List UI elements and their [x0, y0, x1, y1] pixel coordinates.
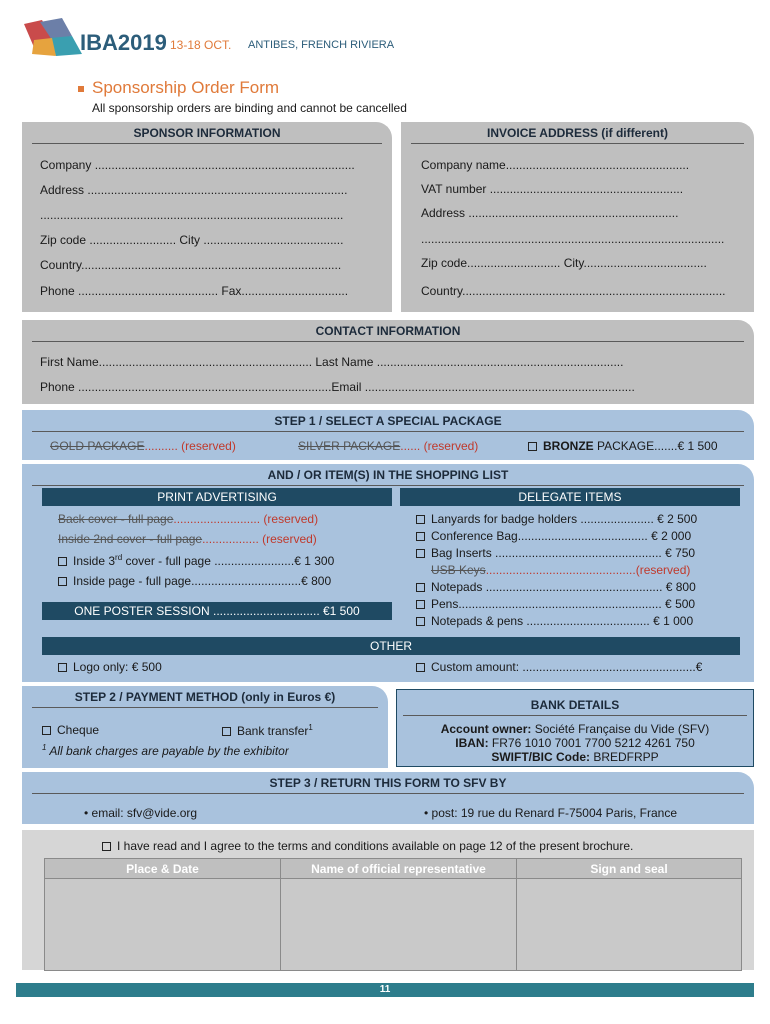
- bank-owner-label: Account owner:: [440, 722, 532, 736]
- contact-panel: [22, 320, 754, 404]
- notepads-pens-label: Notepads & pens ..................................... € 1 000: [431, 614, 694, 628]
- bank-charges-sup: 1: [42, 743, 47, 752]
- notepads-checkbox[interactable]: [416, 583, 425, 592]
- event-dates: 13-18 OCT.: [170, 38, 232, 52]
- bank-charges-note: [42, 743, 289, 758]
- step1-heading: STEP 1 / SELECT A SPECIAL PACKAGE: [32, 414, 744, 432]
- back-cover-item: [58, 512, 318, 526]
- sponsor-panel: [22, 122, 392, 312]
- step3-panel: [22, 772, 754, 824]
- inside3-sup: rd: [115, 553, 123, 562]
- step2-heading: STEP 2 / PAYMENT METHOD (only in Euros €): [32, 690, 378, 708]
- bag-inserts-checkbox[interactable]: [416, 549, 425, 558]
- agreement-panel: [22, 830, 754, 970]
- representative-header: Name of official representative: [281, 859, 517, 879]
- invoice-company-field[interactable]: Company name.......................................................: [421, 158, 690, 172]
- cheque-label: Cheque: [57, 723, 100, 737]
- usb-keys-label: USB Keys: [431, 563, 486, 577]
- gold-package-option: [50, 439, 236, 453]
- conference-bag-label: Conference Bag....................................... € 2 000: [431, 529, 692, 543]
- sponsor-address-field[interactable]: Address ..............................................................................: [40, 183, 348, 197]
- sponsor-address2-field[interactable]: ...........................................................................................: [40, 208, 344, 222]
- event-location: ANTIBES, FRENCH RIVIERA: [248, 39, 395, 51]
- bank-transfer-sup: 1: [308, 723, 313, 732]
- bank-transfer-option[interactable]: [222, 723, 313, 738]
- delegate-items-bar: DELEGATE ITEMS: [400, 488, 740, 506]
- invoice-vat-field[interactable]: VAT number ..........................................................: [421, 182, 684, 196]
- sign-seal-header: Sign and seal: [517, 859, 742, 879]
- bank-iban-value: FR76 1010 7001 7700 5212 4261 750: [488, 736, 695, 750]
- terms-checkbox[interactable]: [102, 842, 111, 851]
- bronze-label: BRONZE: [543, 439, 594, 453]
- bank-owner: [397, 722, 753, 736]
- lanyards-item[interactable]: [416, 512, 697, 526]
- silver-package-status: ...... (reserved): [400, 439, 479, 453]
- cheque-checkbox[interactable]: [42, 726, 51, 735]
- usb-keys-item: [431, 563, 690, 577]
- title-bullet: [78, 86, 84, 92]
- page-number: 11: [379, 984, 391, 995]
- sponsor-zip-city-field[interactable]: Zip code .......................... City ..........................................: [40, 233, 344, 247]
- bank-charges-text: All bank charges are payable by the exhibitor: [49, 744, 289, 758]
- conference-bag-item[interactable]: [416, 529, 691, 543]
- bank-heading: BANK DETAILS: [403, 698, 747, 716]
- invoice-panel: [401, 122, 754, 312]
- bank-transfer-label: Bank transfer: [237, 724, 309, 738]
- inside3-label-pre: Inside 3: [73, 554, 116, 568]
- bank-swift-value: BREDFRPP: [589, 750, 659, 764]
- bank-owner-value: Société Française du Vide (SFV): [531, 722, 710, 736]
- return-post: • post: 19 rue du Renard F-75004 Paris, France: [424, 806, 678, 820]
- custom-amount-label: Custom amount: ....................................................€: [431, 660, 703, 674]
- sponsor-country-field[interactable]: Country..............................................................................: [40, 258, 342, 272]
- sponsor-company-field[interactable]: Company ..............................................................................: [40, 158, 355, 172]
- step2-panel: [22, 686, 388, 768]
- logo-only-item[interactable]: [58, 660, 162, 674]
- bank-swift-label: SWIFT/BIC Code:: [491, 750, 590, 764]
- form-title: Sponsorship Order Form: [92, 78, 280, 97]
- gold-package-status: .......... (reserved): [144, 439, 236, 453]
- pens-checkbox[interactable]: [416, 600, 425, 609]
- contact-heading: CONTACT INFORMATION: [32, 324, 744, 342]
- lanyards-checkbox[interactable]: [416, 515, 425, 524]
- notepads-pens-checkbox[interactable]: [416, 617, 425, 626]
- contact-phone-email-field[interactable]: Phone ............................................................................Email .................................................................................: [40, 380, 635, 394]
- invoice-zip-city-field[interactable]: Zip code............................ City.....................................: [421, 256, 707, 270]
- pens-item[interactable]: [416, 597, 695, 611]
- inside-page-item[interactable]: [58, 574, 331, 588]
- step3-heading: STEP 3 / RETURN THIS FORM TO SFV BY: [32, 776, 744, 794]
- conference-bag-checkbox[interactable]: [416, 532, 425, 541]
- notepads-label: Notepads ..................................................... € 800: [431, 580, 696, 594]
- print-advertising-bar: PRINT ADVERTISING: [42, 488, 392, 506]
- event-logo: [22, 18, 84, 58]
- custom-amount-checkbox[interactable]: [416, 663, 425, 672]
- bank-details-panel: [396, 689, 754, 767]
- inside2-status: ................. (reserved): [202, 532, 317, 546]
- bank-iban: [397, 736, 753, 750]
- sign-seal-cell[interactable]: [517, 879, 742, 971]
- usb-keys-status: .............................................(reserved): [485, 563, 691, 577]
- logo-only-checkbox[interactable]: [58, 663, 67, 672]
- inside2-item: [58, 532, 317, 546]
- custom-amount-item[interactable]: [416, 660, 702, 674]
- event-name: IBA2019: [80, 30, 167, 55]
- gold-package-label: GOLD PACKAGE: [50, 439, 145, 453]
- sponsor-heading: SPONSOR INFORMATION: [32, 126, 382, 144]
- pens-label: Pens............................................................. € 500: [431, 597, 696, 611]
- terms-agreement[interactable]: [102, 839, 633, 853]
- invoice-address-field[interactable]: Address ...............................................................: [421, 206, 679, 220]
- inside3-label-post: cover - full page ........................€ 1 300: [122, 554, 335, 568]
- back-cover-label: Back cover - full page: [58, 512, 174, 526]
- bank-transfer-checkbox[interactable]: [222, 727, 231, 736]
- inside3-item[interactable]: [58, 553, 334, 568]
- logo-only-label: Logo only: € 500: [73, 660, 162, 674]
- other-bar: OTHER: [42, 637, 740, 655]
- invoice-heading: INVOICE ADDRESS (if different): [411, 126, 744, 144]
- contact-names-field[interactable]: First Name................................................................ Last Name ..........................................................................: [40, 355, 624, 369]
- lanyards-label: Lanyards for badge holders ...................... € 2 500: [431, 512, 698, 526]
- silver-package-option: [298, 439, 478, 453]
- notepads-item[interactable]: [416, 580, 696, 594]
- bag-inserts-label: Bag Inserts .................................................. € 750: [431, 546, 696, 560]
- silver-package-label: SILVER PACKAGE: [298, 439, 401, 453]
- signature-table: [44, 858, 742, 971]
- back-cover-status: .......................... (reserved): [173, 512, 319, 526]
- bronze-package-option[interactable]: [528, 439, 718, 453]
- bronze-checkbox[interactable]: [528, 442, 537, 451]
- bank-swift: [397, 750, 753, 764]
- sponsor-phone-fax-field[interactable]: Phone .......................................... Fax................................: [40, 284, 349, 298]
- bronze-price: PACKAGE.......€ 1 500: [593, 439, 718, 453]
- inside3-checkbox[interactable]: [58, 557, 67, 566]
- poster-session-bar[interactable]: ONE POSTER SESSION ................................ €1 500: [42, 602, 392, 620]
- shopping-panel: [22, 464, 754, 682]
- bank-iban-label: IBAN:: [455, 736, 489, 750]
- step1-panel: [22, 410, 754, 460]
- terms-text: I have read and I agree to the terms and conditions available on page 12 of the present brochure.: [117, 839, 634, 853]
- inside-page-checkbox[interactable]: [58, 577, 67, 586]
- place-date-cell[interactable]: [45, 879, 281, 971]
- representative-cell[interactable]: [281, 879, 517, 971]
- shopping-heading: AND / OR ITEM(S) IN THE SHOPPING LIST: [32, 468, 744, 486]
- bag-inserts-item[interactable]: [416, 546, 695, 560]
- invoice-address2-field[interactable]: ...........................................................................................: [421, 232, 725, 246]
- return-email: • email: sfv@vide.org: [84, 806, 198, 820]
- form-subtitle: All sponsorship orders are binding and cannot be cancelled: [92, 101, 407, 115]
- notepads-pens-item[interactable]: [416, 614, 693, 628]
- invoice-country-field[interactable]: Country...............................................................................: [421, 284, 726, 298]
- inside-page-label: Inside page - full page.................................€ 800: [73, 574, 332, 588]
- place-date-header: Place & Date: [45, 859, 281, 879]
- cheque-option[interactable]: [42, 723, 99, 737]
- inside2-label: Inside 2nd cover - full page: [58, 532, 203, 546]
